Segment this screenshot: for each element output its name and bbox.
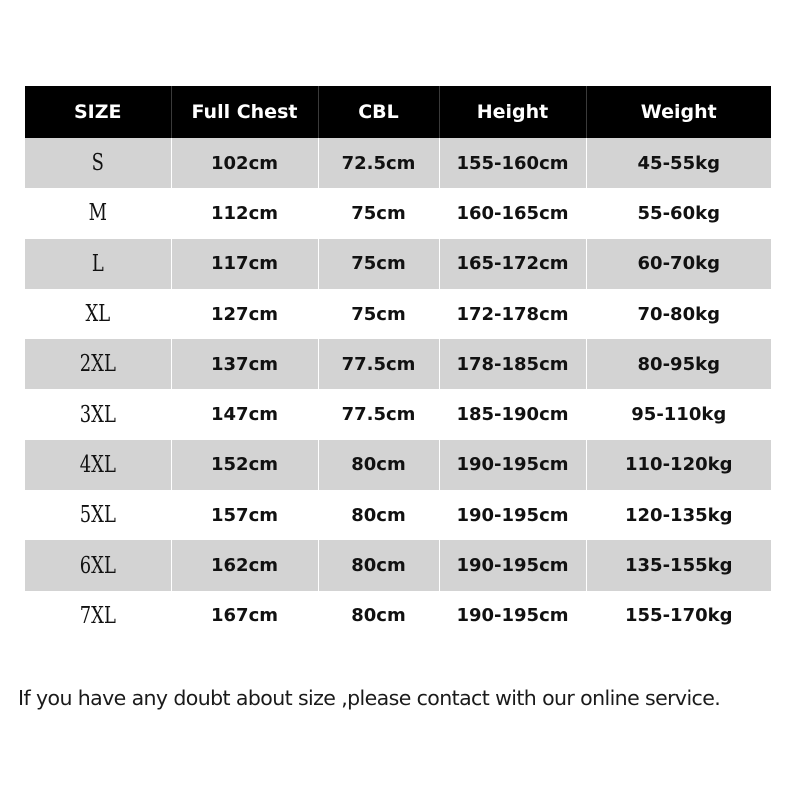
table-row (25, 138, 771, 188)
full-chest-cell: 102cm (171, 138, 318, 188)
weight-cell: 135-155kg (586, 540, 771, 590)
size-cell: 4XL (79, 451, 116, 478)
weight-cell: 45-55kg (586, 138, 771, 188)
height-cell: 190-195cm (439, 591, 586, 641)
cbl-cell: 80cm (318, 440, 439, 490)
table-row (25, 440, 771, 490)
size-cell: 7XL (79, 602, 116, 629)
cbl-cell: 80cm (318, 490, 439, 540)
size-cell: 5XL (79, 502, 116, 529)
height-cell: 172-178cm (439, 289, 586, 339)
height-cell: 178-185cm (439, 339, 586, 389)
full-chest-cell: 147cm (171, 389, 318, 439)
full-chest-cell: 137cm (171, 339, 318, 389)
table-row (25, 540, 771, 590)
size-chart-table (25, 86, 771, 641)
height-cell: 155-160cm (439, 138, 586, 188)
size-cell: M (88, 200, 107, 227)
weight-cell: 60-70kg (586, 239, 771, 289)
size-chart-header (25, 86, 771, 138)
height-cell: 190-195cm (439, 490, 586, 540)
cbl-cell: 80cm (318, 540, 439, 590)
table-row (25, 591, 771, 641)
full-chest-cell: 167cm (171, 591, 318, 641)
cbl-cell: 77.5cm (318, 339, 439, 389)
full-chest-cell: 117cm (171, 239, 318, 289)
table-row (25, 188, 771, 238)
full-chest-cell: 112cm (171, 188, 318, 238)
table-row (25, 389, 771, 439)
size-cell: L (91, 250, 104, 277)
header-full-chest: Full Chest (171, 86, 318, 138)
full-chest-cell: 127cm (171, 289, 318, 339)
table-row (25, 339, 771, 389)
header-size: SIZE (73, 101, 122, 123)
weight-cell: 155-170kg (586, 591, 771, 641)
size-cell: S (91, 150, 104, 177)
size-cell: 3XL (79, 401, 116, 428)
full-chest-cell: 152cm (171, 440, 318, 490)
cbl-cell: 75cm (318, 289, 439, 339)
height-cell: 165-172cm (439, 239, 586, 289)
height-cell: 190-195cm (439, 540, 586, 590)
table-row (25, 289, 771, 339)
full-chest-cell: 162cm (171, 540, 318, 590)
cbl-cell: 77.5cm (318, 389, 439, 439)
height-cell: 160-165cm (439, 188, 586, 238)
weight-cell: 55-60kg (586, 188, 771, 238)
table-row (25, 490, 771, 540)
weight-cell: 110-120kg (586, 440, 771, 490)
size-cell: 2XL (79, 351, 116, 378)
table-row (25, 239, 771, 289)
cbl-cell: 80cm (318, 591, 439, 641)
weight-cell: 80-95kg (586, 339, 771, 389)
size-cell: XL (85, 301, 111, 328)
cbl-cell: 75cm (318, 188, 439, 238)
cbl-cell: 75cm (318, 239, 439, 289)
height-cell: 190-195cm (439, 440, 586, 490)
height-cell: 185-190cm (439, 389, 586, 439)
header-height: Height (439, 86, 586, 138)
footer-note: If you have any doubt about size ,please contact with our online service. (18, 686, 721, 710)
header-cbl: CBL (318, 86, 439, 138)
weight-cell: 70-80kg (586, 289, 771, 339)
header-weight: Weight (586, 86, 771, 138)
header-row (25, 86, 771, 138)
cbl-cell: 72.5cm (318, 138, 439, 188)
weight-cell: 95-110kg (586, 389, 771, 439)
size-chart-body (25, 138, 771, 641)
full-chest-cell: 157cm (171, 490, 318, 540)
weight-cell: 120-135kg (586, 490, 771, 540)
size-cell: 6XL (79, 552, 116, 579)
